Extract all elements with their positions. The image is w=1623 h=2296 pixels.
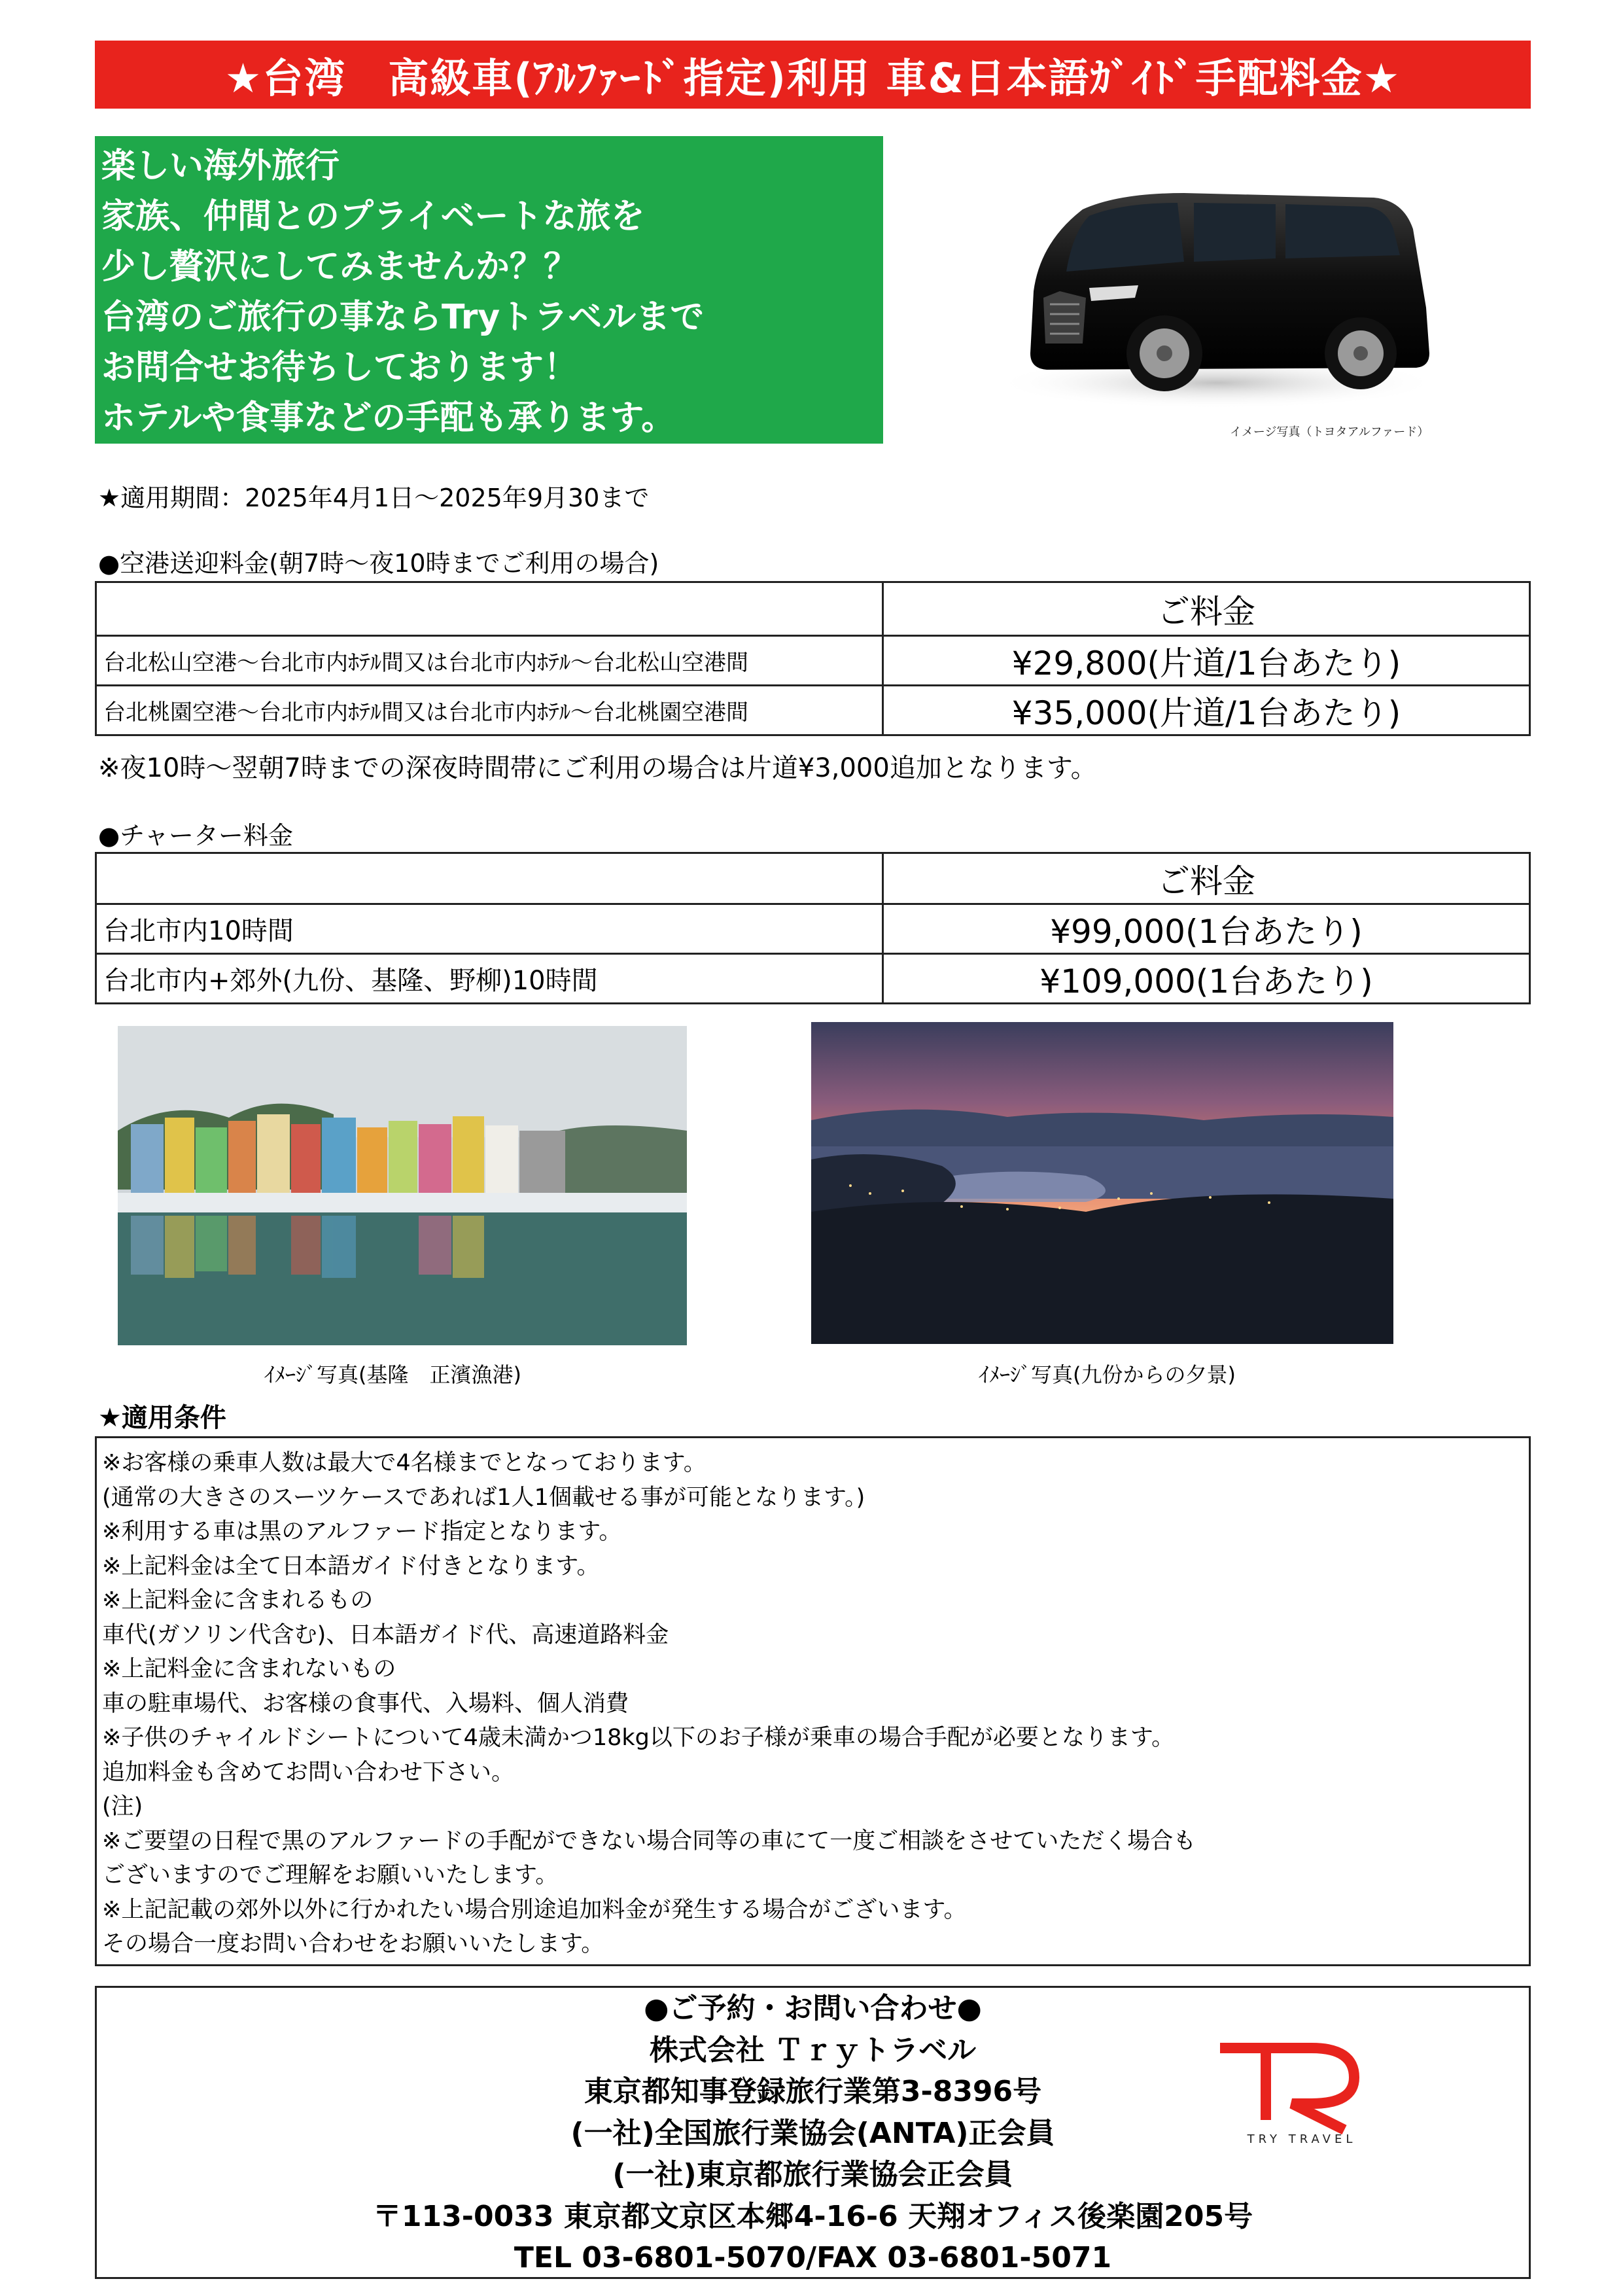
condition-line: ございますのでご理解をお願いいたします。	[102, 1862, 559, 1888]
try-travel-logo	[1213, 2028, 1390, 2146]
condition-line: ※ご要望の日程で黒のアルファードの手配ができない場合同等の車にて一度ご相談をさせていただく場合も	[102, 1828, 1196, 1854]
car-image	[968, 157, 1465, 432]
table-header-blank	[96, 582, 883, 636]
price-cell: ¥35,000(片道/1台あたり)	[883, 686, 1530, 735]
promo-line: 台湾のご旅行の事ならTryトラベルまで	[101, 298, 705, 337]
promo-line: 少し贅沢にしてみませんか？？	[101, 247, 578, 287]
price-header: ご料金	[883, 582, 1530, 636]
photo-caption-sunset: ｲﾒｰｼﾞ写真(九份からの夕景)	[979, 1362, 1236, 1387]
condition-line: 車代(ガソリン代含む)、日本語ガイド代、高速道路料金	[102, 1621, 669, 1648]
photo-caption-harbor: ｲﾒｰｼﾞ写真(基隆 正濱漁港)	[264, 1362, 521, 1387]
price-header: ご料金	[883, 853, 1530, 904]
airport-fee-heading: ●空港送迎料金(朝7時～夜10時までご利用の場合)	[98, 549, 659, 578]
keelung-harbor-photo	[118, 1026, 687, 1345]
conditions-box	[95, 1436, 1531, 1966]
condition-line: (通常の大きさのスーツケースであれば1人1個載せる事が可能となります。)	[102, 1484, 865, 1511]
condition-line: (注)	[102, 1793, 143, 1820]
condition-line: ※上記記載の郊外以外に行かれたい場合別途追加料金が発生する場合がございます。	[102, 1896, 967, 1923]
condition-line: ※利用する車は黒のアルファード指定となります。	[102, 1519, 622, 1545]
price-cell: ¥99,000(1台あたり)	[883, 904, 1530, 954]
route-cell: 台北桃園空港～台北市内ﾎﾃﾙ間又は台北市内ﾎﾃﾙ～台北桃園空港間	[96, 686, 883, 735]
promo-line: 楽しい海外旅行	[101, 147, 340, 186]
condition-line: ※上記料金は全て日本語ガイド付きとなります。	[102, 1553, 600, 1580]
condition-line: ※上記料金に含まれるもの	[102, 1587, 374, 1614]
company-address: 〒113-0033 東京都文京区本郷4-16-6 天翔オフィス後楽園205号	[372, 2199, 1253, 2233]
promo-line: ホテルや食事などの手配も承ります。	[101, 398, 676, 438]
condition-line: ※上記料金に含まれないもの	[102, 1656, 396, 1682]
route-cell: 台北松山空港～台北市内ﾎﾃﾙ間又は台北市内ﾎﾃﾙ～台北松山空港間	[96, 636, 883, 686]
promo-line: 家族、仲間とのプライベートな旅を	[101, 197, 645, 236]
page-title: ★台湾 高級車(ｱﾙﾌｧｰﾄﾞ指定)利用 車&日本語ｶﾞｲﾄﾞ手配料金★	[224, 54, 1401, 102]
table-header-row	[96, 582, 1530, 636]
route-cell: 台北市内10時間	[96, 904, 883, 954]
license-number: 東京都知事登録旅行業第3-8396号	[584, 2075, 1042, 2108]
charter-fee-heading: ●チャーター料金	[98, 821, 294, 850]
promo-line: お問合せお待ちしております！	[101, 348, 578, 387]
table-row	[96, 904, 1530, 954]
condition-line: その場合一度お問い合わせをお願いいたします。	[102, 1931, 604, 1957]
airport-fee-table	[95, 581, 1531, 736]
condition-line: 追加料金も含めてお問い合わせ下さい。	[102, 1759, 515, 1786]
condition-line: 車の駐車場代、お客様の食事代、入場料、個人消費	[102, 1690, 629, 1717]
route-cell: 台北市内+郊外(九份、基隆、野柳)10時間	[96, 954, 883, 1004]
car-image-caption: イメージ写真（トヨタアルファード）	[1230, 425, 1429, 439]
table-row	[96, 686, 1530, 735]
table-header-blank	[96, 853, 883, 904]
condition-line: ※お客様の乗車人数は最大で4名様までとなっております。	[102, 1450, 707, 1476]
price-cell: ¥109,000(1台あたり)	[883, 954, 1530, 1004]
phone-fax: TEL 03-6801-5070/FAX 03-6801-5071	[514, 2241, 1112, 2274]
contact-heading: ●ご予約・お問い合わせ●	[644, 1992, 982, 2025]
applicable-period: ★適用期間：2025年4月1日～2025年9月30まで	[98, 484, 650, 512]
conditions-heading: ★適用条件	[98, 1403, 226, 1433]
logo-text: TRY TRAVEL	[1247, 2132, 1357, 2146]
charter-fee-table	[95, 852, 1531, 1004]
table-row	[96, 636, 1530, 686]
promo-box	[95, 136, 883, 444]
price-cell: ¥29,800(片道/1台あたり)	[883, 636, 1530, 686]
company-name: 株式会社 Ｔｒｙトラベル	[649, 2033, 977, 2067]
association-membership: (一社)全国旅行業協会(ANTA)正会員	[570, 2116, 1055, 2150]
page-title-banner	[95, 41, 1531, 109]
jiufen-sunset-photo	[811, 1022, 1393, 1344]
table-header-row	[96, 853, 1530, 904]
late-night-note: ※夜10時～翌朝7時までの深夜時間帯にご利用の場合は片道¥3,000追加となります。	[98, 753, 1097, 783]
association-membership: (一社)東京都旅行業協会正会員	[612, 2158, 1013, 2191]
condition-line: ※子供のチャイルドシートについて4歳未満かつ18kg以下のお子様が乗車の場合手配が必要となります。	[102, 1725, 1175, 1751]
table-row	[96, 954, 1530, 1004]
